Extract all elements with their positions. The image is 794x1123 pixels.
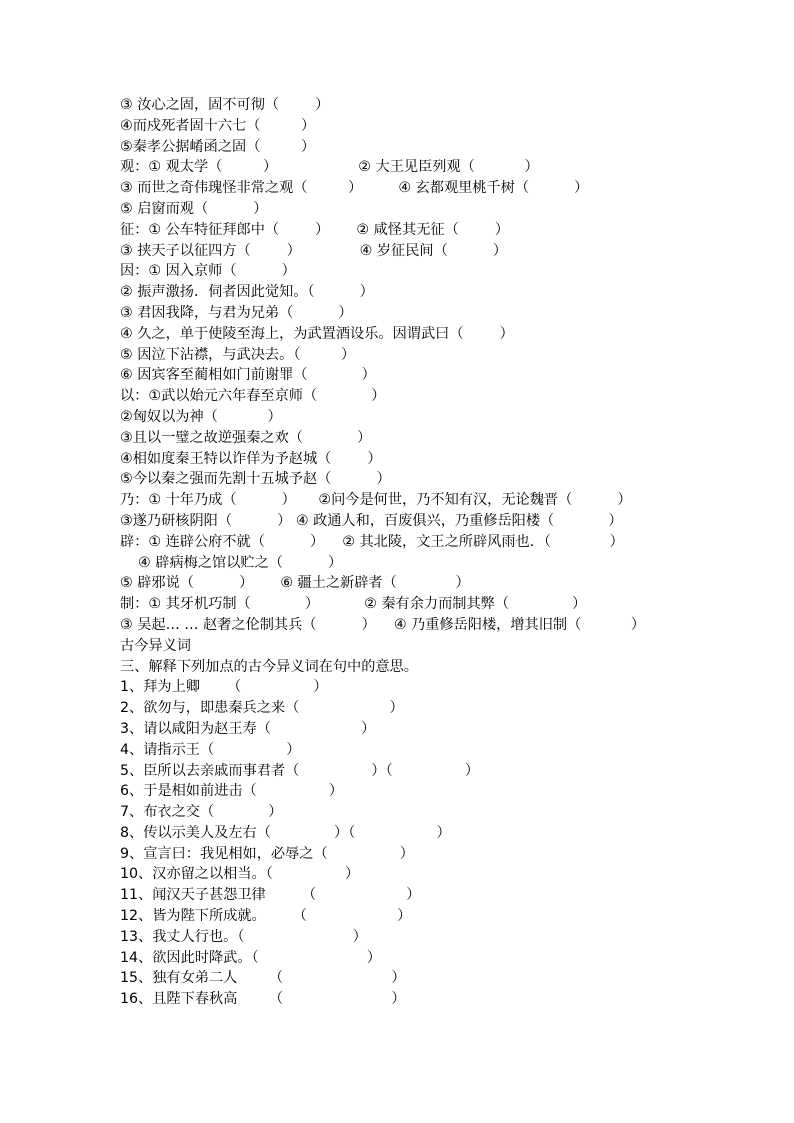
question-line: 1、拜为上卿 （ ） [120,679,328,696]
exercise-line: 以：①武以始元六年春至京师（ ） [120,388,386,405]
question-line: 12、皆为陛下所成就。 （ ） [120,908,412,925]
question-line: 9、宣言曰：我见相如，必辱之（ ） [120,845,414,862]
exercise-line: ⑥ 因宾客至蔺相如门前谢罪（ ） [120,367,376,384]
section-heading: 古今异义词 [120,637,191,654]
exercise-line: ⑤ 因泣下沾襟，与武决去。（ ） [120,346,356,363]
exercise-line: ④而戍死者固十六七（ ） [120,117,316,134]
question-line: 7、布衣之交（ ） [120,804,283,821]
question-line: 4、请指示王（ ） [120,741,301,758]
exercise-line: ③ 挟天子以征四方（ ） ④ 岁征民间（ ） [120,242,508,259]
question-line: 3、请以咸阳为赵王寿（ ） [120,720,376,737]
section-instruction: 三、解释下列加点的古今异义词在句中的意思。 [120,658,418,675]
exercise-line: ③ 吴起… … 赵奢之伦制其兵（ ） ④ 乃重修岳阳楼，增其旧制（ ） [120,616,646,633]
exercise-line: ③遂乃研核阴阳（ ） ④ 政通人和，百废俱兴，乃重修岳阳楼（ ） [120,512,623,529]
exercise-line: ④相如度秦王特以诈佯为予赵城（ ） [120,450,382,467]
exercise-line: ②匈奴以为神（ ） [120,408,282,425]
exercise-line: ④ 辟病梅之馆以贮之（ ） [120,554,343,571]
exercise-line: ③ 汝心之固，固不可彻（ ） [120,97,330,113]
question-line: 13、我丈人行也。（ ） [120,928,367,945]
exercise-line: ④ 久之，单于使陵至海上，为武置酒设乐。因谓武曰（ ） [120,325,514,342]
exercise-line: ② 振声激扬．伺者因此觉知。（ ） [120,284,374,301]
exercise-line: ⑤今以秦之强而先割十五城予赵（ ） [120,471,391,488]
exercise-line: 辟：① 连辟公府不就（ ） ② 其北陵，文王之所辟风雨也．（ ） [120,533,624,550]
exercise-line: ⑤ 辟邪说（ ） ⑥ 疆土之新辟者（ ） [120,575,470,592]
exercise-line: 观：① 观太学（ ） ② 大王见臣列观（ ） [120,159,539,176]
question-line: 2、欲勿与，即患秦兵之来（ ） [120,700,404,717]
exercise-line: 因：① 因入京师（ ） [120,263,296,280]
worksheet-page [120,95,760,1010]
question-line: 11、闻汉天子甚怨卫律 （ ） [120,887,421,904]
question-line: 15、独有女弟二人 （ ） [120,970,406,987]
exercise-line: ③且以一璧之故逆强秦之欢（ ） [120,429,372,446]
exercise-line: ⑤ 启窗而观（ ） [120,200,268,217]
exercise-line: 制：① 其牙机巧制（ ） ② 秦有余力而制其弊（ ） [120,596,587,613]
question-line: 16、且陛下春秋高 （ ） [120,991,406,1008]
exercise-line: 征：① 公车特征拜郎中（ ） ② 咸怪其无征（ ） [120,221,510,238]
exercise-line: ③ 而世之奇伟瑰怪非常之观（ ） ④ 玄都观里桃千树（ ） [120,180,589,197]
exercise-line: 乃：① 十年乃成（ ） ②问今是何世，乃不知有汉，无论魏晋（ ） [120,492,632,509]
question-line: 10、汉亦留之以相当。（ ） [120,866,360,883]
question-line: 6、于是相如前进击（ ） [120,783,344,800]
question-line: 14、欲因此时降武。（ ） [120,949,382,966]
exercise-line: ⑤秦孝公据崤函之固（ ） [120,138,316,155]
question-line: 8、传以示美人及左右（ ）（ ） [120,824,451,841]
question-line: 5、臣所以去亲戚而事君者（ ）（ ） [120,762,480,779]
exercise-line: ③ 君因我降，与君为兄弟（ ） [120,304,353,321]
